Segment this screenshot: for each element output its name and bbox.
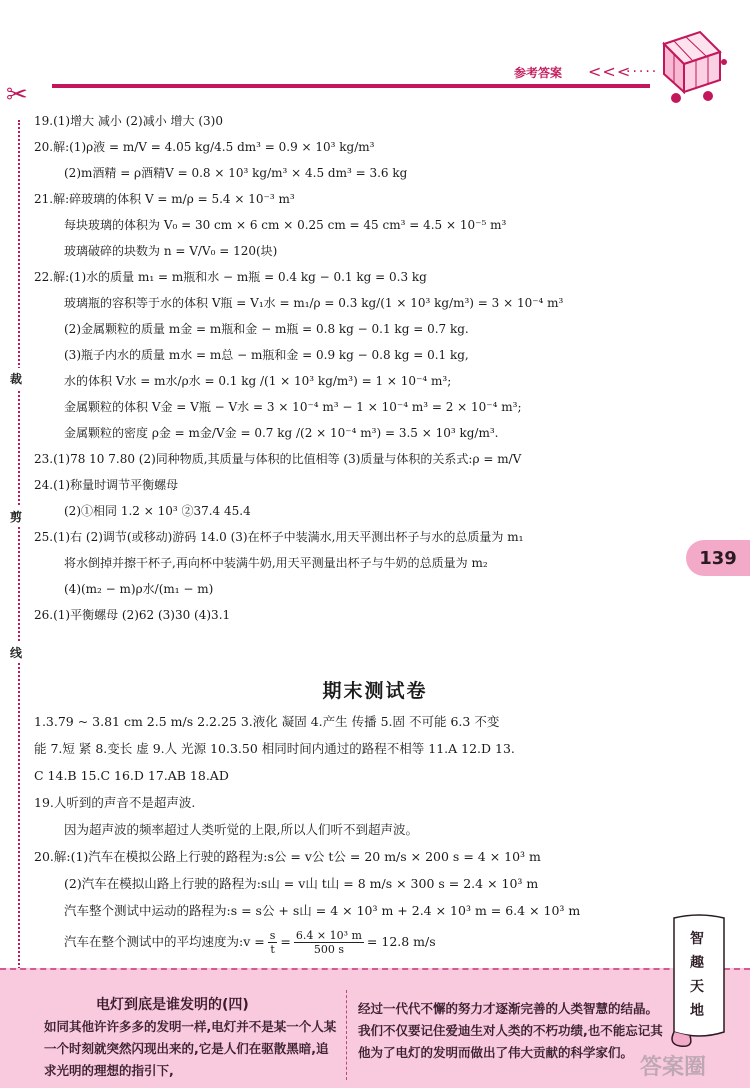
answer-line: 25.(1)右 (2)调节(或移动)游码 14.0 (3)在杯子中装满水,用天平测出杯子与水的总质量为 m₁ [34,530,524,544]
side-char-1: 智 [690,931,704,947]
answer-line: (2)金属颗粒的质量 m金 = m瓶和金 − m瓶 = 0.8 kg − 0.1 kg = 0.7 kg. [64,322,469,336]
answer-line: 26.(1)平衡螺母 (2)62 (3)30 (4)3.1 [34,608,231,622]
average-speed-line [34,924,684,960]
cut-mark-3: 线 [10,642,22,663]
column-divider [346,990,347,1080]
answer-line: 24.(1)称量时调节平衡螺母 [34,478,179,492]
fraction-s-over-t [268,929,278,956]
answer-line: 金属颗粒的密度 ρ金 = m金/V金 = 0.7 kg /(2 × 10⁻⁴ m³) = 3.5 × 10³ kg/m³. [64,426,499,440]
header-label: 参考答案 [514,66,563,80]
answer-line: 能 7.短 紧 8.变长 虚 9.人 光源 10.3.50 相同时间内通过的路程不相等 11.A 12.D 13. [34,740,515,756]
answer-line: 20.解:(1)汽车在模拟公路上行驶的路程为:s公 = v公 t公 = 20 m/s × 200 s = 4 × 10³ m [34,848,541,864]
side-char-3: 天 [690,979,704,995]
section-title: 期末测试卷 [322,680,428,702]
cut-line [18,120,20,980]
answer-line: (2)①相同 1.2 × 10³ ②37.4 45.4 [64,504,251,518]
answer-line: 因为超声波的频率超过人类听觉的上限,所以人们听不到超声波。 [64,821,418,837]
story-title: 电灯到底是谁发明的(四) [96,997,249,1013]
average-speed-result: = 12.8 m/s [366,934,436,949]
answer-line: 21.解:碎玻璃的体积 V = m/ρ = 5.4 × 10⁻³ m³ [34,192,295,206]
answer-line: 玻璃瓶的容积等于水的体积 V瓶 = V₁水 = m₁/ρ = 0.3 kg/(1 × 10³ kg/m³) = 3 × 10⁻⁴ m³ [64,296,564,310]
average-speed-prefix: 汽车在整个测试中的平均速度为:v = [64,934,265,949]
answer-line: 将水倒掉并擦干杯子,再向杯中装满牛奶,用天平测量出杯子与牛奶的总质量为 m₂ [64,556,488,570]
answer-line: 玻璃破碎的块数为 n = V/V₀ = 120(块) [64,244,278,258]
header-rule [52,84,650,88]
answer-line: (3)瓶子内水的质量 m水 = m总 − m瓶和金 = 0.9 kg − 0.8 kg = 0.1 kg, [64,348,469,362]
header-chevrons: <<< [588,62,632,81]
answer-line: C 14.B 15.C 16.D 17.AB 18.AD [34,767,229,783]
answers-top [34,108,684,628]
page-number-tab: 139 [686,540,750,576]
fraction-numerator: s [269,928,276,942]
header-dots-decoration: ····· [626,64,659,80]
story-right-column: 经过一代代不懈的努力才逐渐完善的人类智慧的结晶。我们不仅要记住爱迪生对人类的不朽功绩,也不能忘记其他为了电灯的发明而做出了伟大贡献的科学家们。 [358,1001,663,1060]
answer-line: 22.解:(1)水的质量 m₁ = m瓶和水 − m瓶 = 0.4 kg − 0.1 kg = 0.3 kg [34,270,427,284]
answers-bottom [34,708,684,960]
watermark: 答案圈 [640,1055,707,1080]
equals-sign: = [280,934,291,949]
answer-line: 19.人听到的声音不是超声波. [34,794,196,810]
cut-mark-2: 剪 [10,506,22,527]
answer-line: 20.解:(1)ρ液 = m/V = 4.05 kg/4.5 dm³ = 0.9 × 10³ kg/m³ [34,140,375,154]
cut-mark-1: 裁 [10,368,22,389]
answer-line: 每块玻璃的体积为 V₀ = 30 cm × 6 cm × 0.25 cm = 45 cm³ = 4.5 × 10⁻⁵ m³ [64,218,507,232]
story-left-column: 如同其他许许多多的发明一样,电灯并不是某一个人某一个时刻就突然闪现出来的,它是人们在驱散黑暗,追求光明的理想的指引下, [44,1019,337,1078]
answer-line: 汽车整个测试中运动的路程为:s = s公 + s山 = 4 × 10³ m + 2.4 × 10³ m = 6.4 × 10³ m [64,902,581,918]
answer-line: 金属颗粒的体积 V金 = V瓶 − V水 = 3 × 10⁻⁴ m³ − 1 × 10⁻⁴ m³ = 2 × 10⁻⁴ m³; [64,400,522,414]
answer-line: 水的体积 V水 = m水/ρ水 = 0.1 kg /(1 × 10³ kg/m³) = 1 × 10⁻⁴ m³; [64,374,452,388]
answer-line: 19.(1)增大 减小 (2)减小 增大 (3)0 [34,114,223,128]
answer-line: (4)(m₂ − m)ρ水/(m₁ − m) [64,582,214,596]
scissors-icon: ✂ [6,80,28,110]
fraction-denominator: t [270,942,275,956]
fraction-numerator: 6.4 × 10³ m [295,928,362,942]
side-char-4: 地 [690,1003,704,1019]
fraction-denominator: 500 s [313,942,344,956]
answer-line: (2)m酒精 = ρ酒精V = 0.8 × 10³ kg/m³ × 4.5 dm³ = 3.6 kg [64,166,408,180]
gift-box-cart-illustration [646,22,730,106]
fraction-values [294,929,364,956]
answer-line: 23.(1)78 10 7.80 (2)同种物质,其质量与体积的比值相等 (3)质量与体积的关系式:ρ = m/V [34,452,522,466]
answer-line: 1.3.79 ~ 3.81 cm 2.5 m/s 2.2.25 3.液化 凝固 4.产生 传播 5.固 不可能 6.3 不变 [34,713,500,729]
side-char-2: 趣 [690,955,704,971]
answer-line: (2)汽车在模拟山路上行驶的路程为:s山 = v山 t山 = 8 m/s × 300 s = 2.4 × 10³ m [64,875,539,891]
